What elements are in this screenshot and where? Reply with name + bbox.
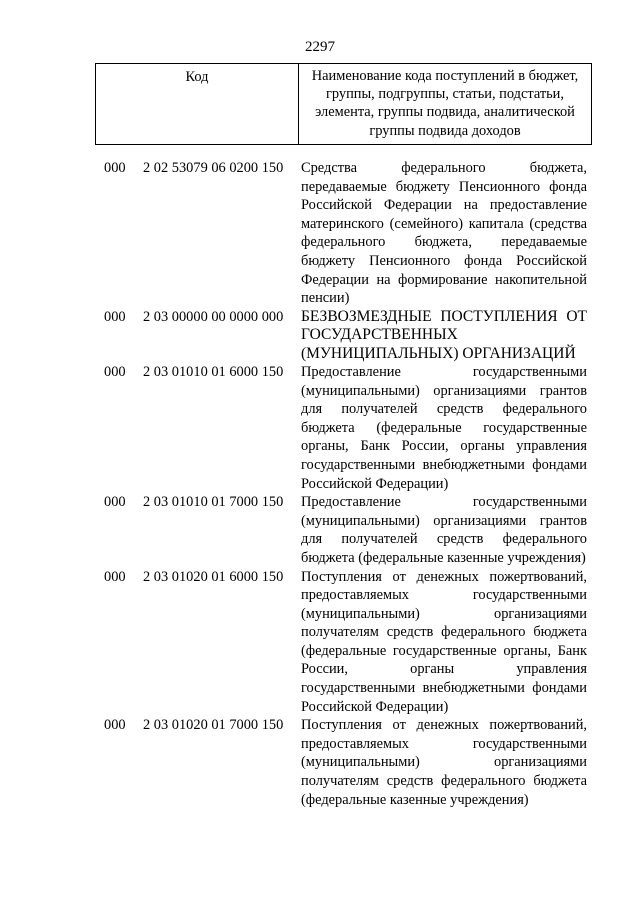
row-code: 2 03 01020 01 6000 150 <box>143 568 284 585</box>
header-name: Наименование кода поступлений в бюджет, группы, подгруппы, статьи, подстатьи, элемента, группы подвида, аналитической группы подвида доходов <box>311 68 579 139</box>
row-admin-code: 000 <box>104 717 126 734</box>
table-row <box>0 493 640 567</box>
row-description: БЕЗВОЗМЕЗДНЫЕ ПОСТУПЛЕНИЯ ОТ ГОСУДАРСТВЕННЫХ (МУНИЦИПАЛЬНЫХ) ОРГАНИЗАЦИЙ <box>301 307 587 362</box>
row-admin-code: 000 <box>104 494 126 511</box>
row-code: 2 02 53079 06 0200 150 <box>143 160 284 176</box>
row-description: Поступления от денежных пожертвований, предоставляемых государственными (муниципальными) организациями получателям средств федерального бюджета (федеральные государственные органы, Банк России, органы управления государственными внебюджетными фондами Российской Федерации) <box>301 568 587 715</box>
row-code: 2 03 01010 01 7000 150 <box>143 494 284 511</box>
row-admin-code: 000 <box>104 308 126 325</box>
header-code: Код <box>96 64 299 144</box>
page-number: 2297 <box>305 39 335 55</box>
table-row <box>0 308 640 363</box>
row-description: Поступления от денежных пожертвований, предоставляемых государственными (муниципальными) организациями получателям средств федерального бюджета (федеральные казенные учреждения) <box>301 717 587 808</box>
table-row <box>0 363 640 493</box>
table-row <box>0 159 640 308</box>
table-row <box>0 568 640 717</box>
table-header <box>95 63 592 145</box>
row-description: Средства федерального бюджета, передаваемые бюджету Пенсионного фонда Российской Федерации на предоставление материнского (семейного) капитала (средства федерального бюджета, передаваемые бюджету Пенсионного фонда Российской Федерации на формирование накопительной пенсии) <box>301 160 587 307</box>
row-admin-code: 000 <box>104 363 126 380</box>
table-body <box>0 159 640 809</box>
row-description: Предоставление государственными (муниципальными) организациями грантов для получателей средств федерального бюджета (федеральные государственные органы, Банк России, органы управления государственными внебюджетными фондами Российской Федерации) <box>301 363 587 492</box>
row-code: 2 03 01010 01 6000 150 <box>143 363 284 380</box>
row-admin-code: 000 <box>104 568 126 585</box>
row-description: Предоставление государственными (муниципальными) организациями грантов для получателей средств федерального бюджета (федеральные казенные учреждения) <box>301 494 587 566</box>
row-code: 2 03 01020 01 7000 150 <box>143 717 284 734</box>
row-code: 2 03 00000 00 0000 000 <box>143 308 284 325</box>
table-row <box>0 716 640 809</box>
row-admin-code: 000 <box>104 160 126 176</box>
